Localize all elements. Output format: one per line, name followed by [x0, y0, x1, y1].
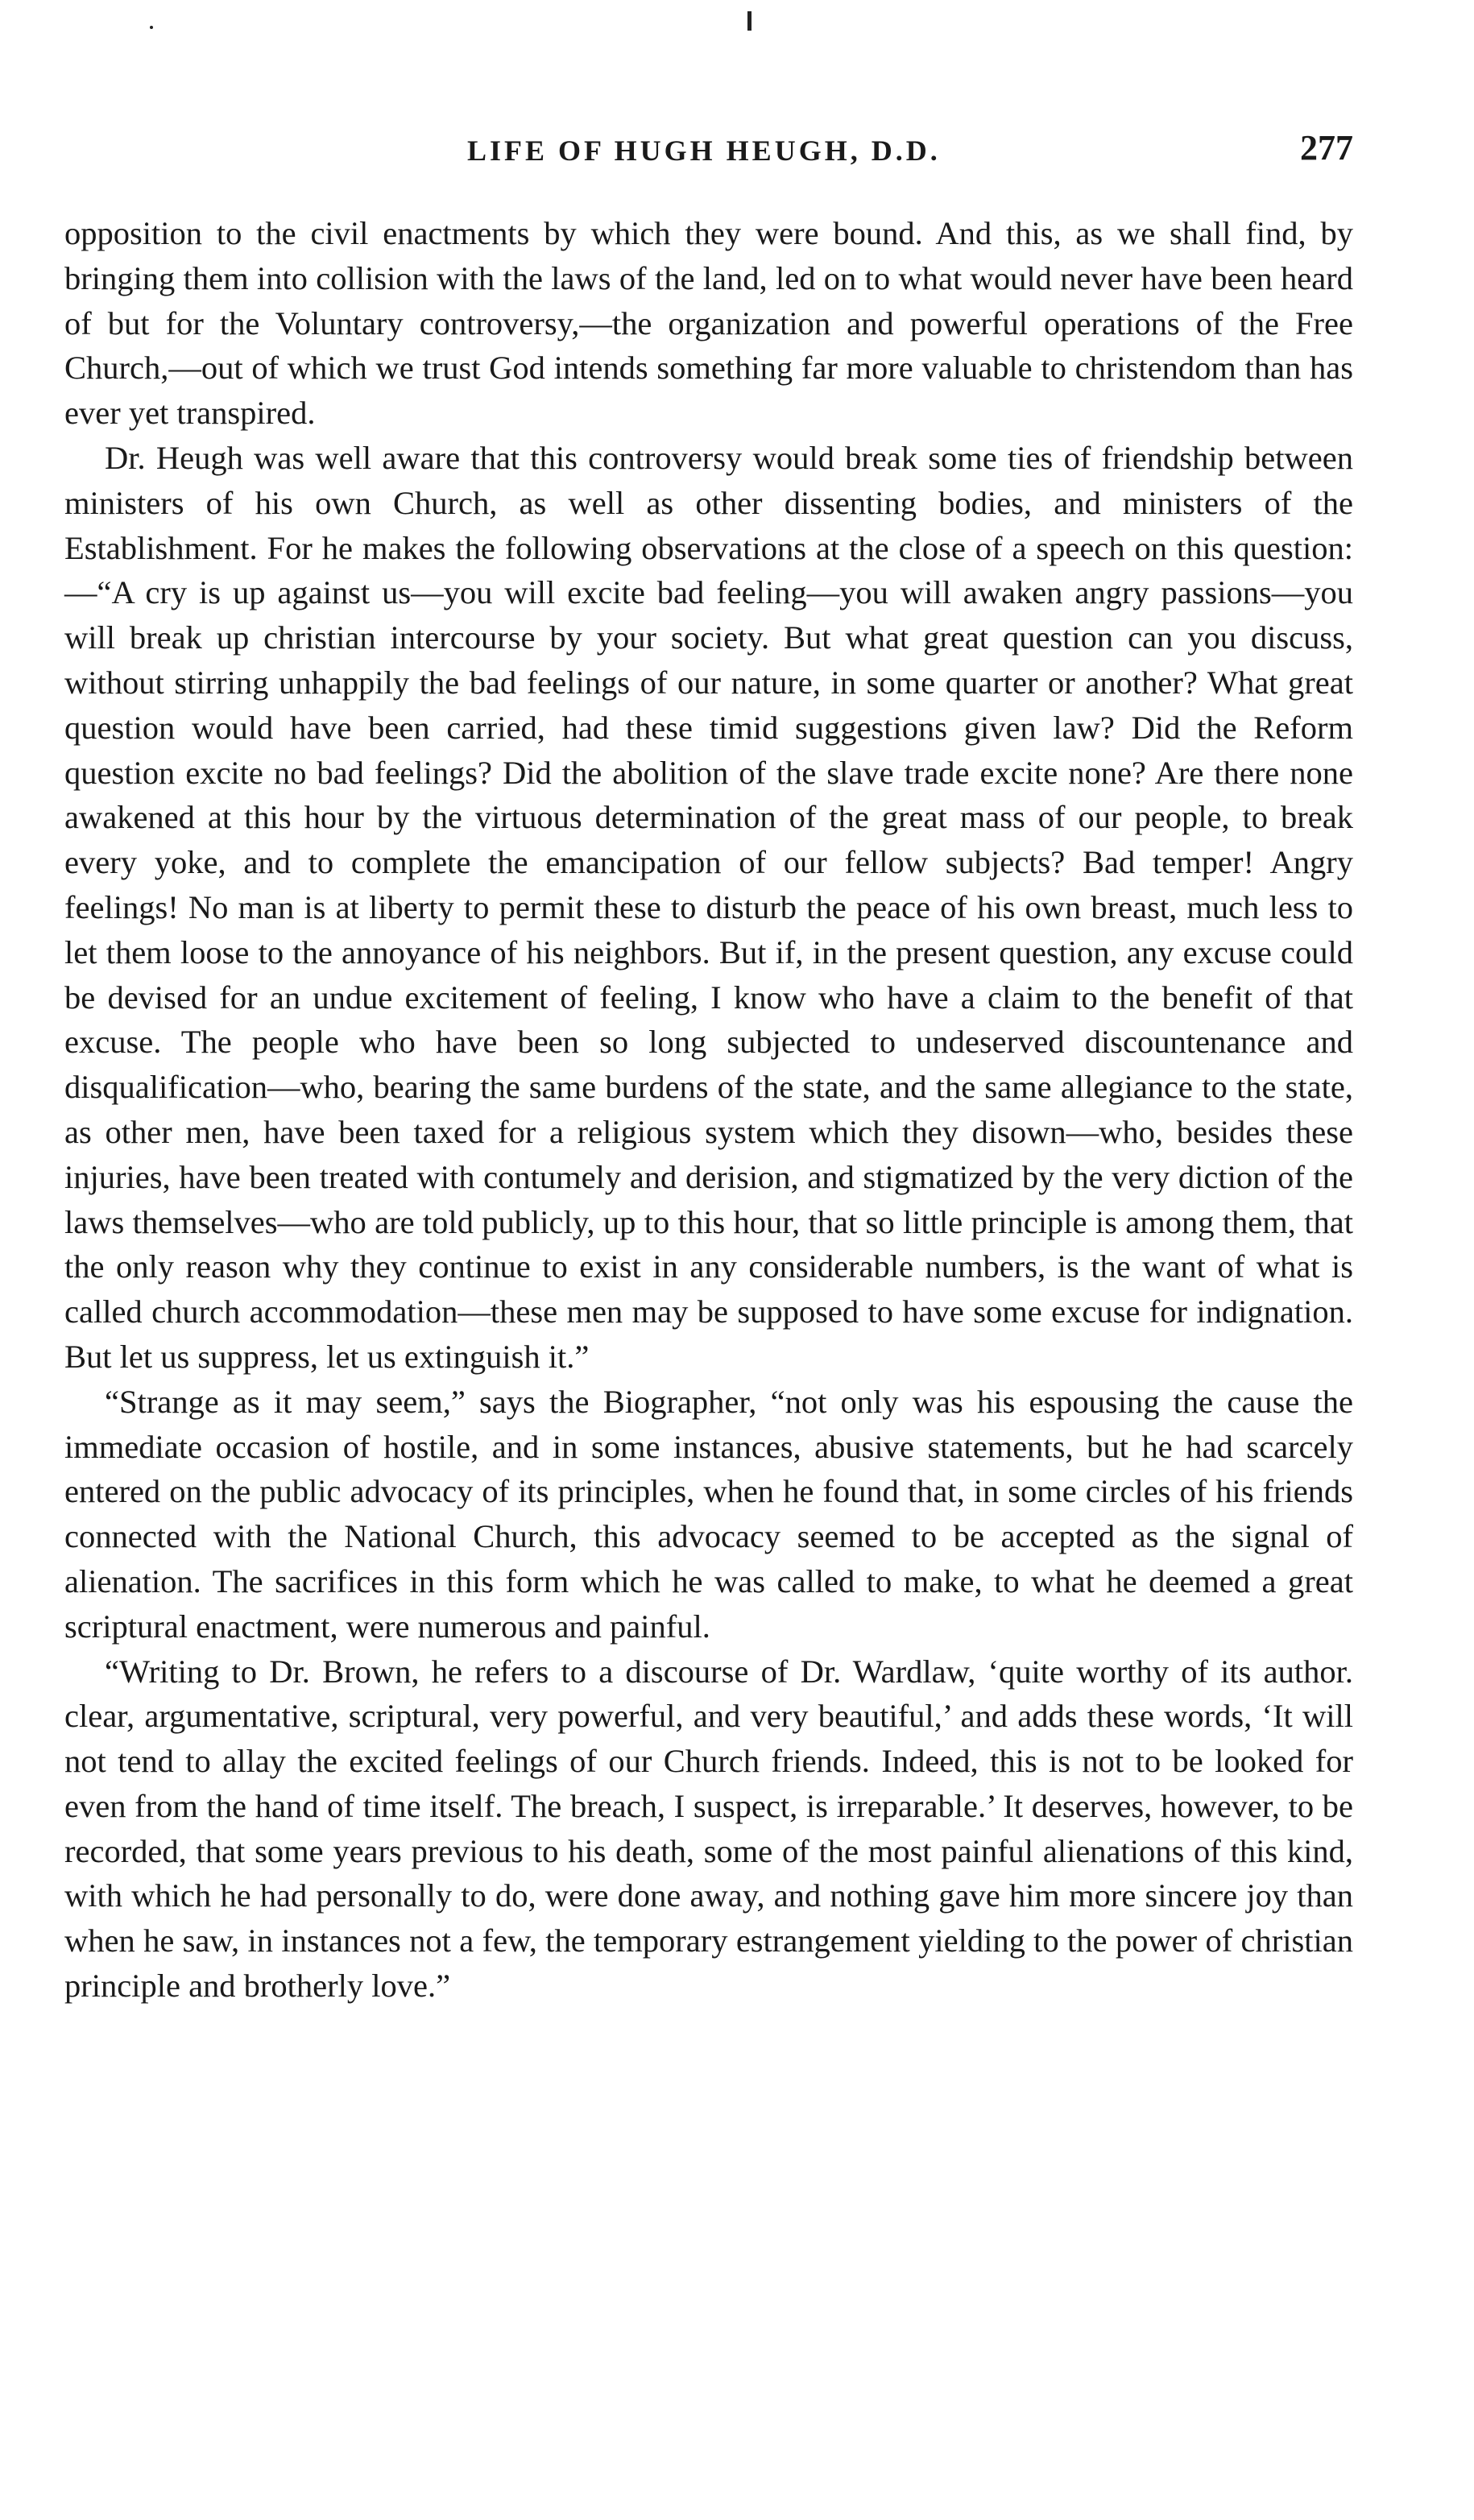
- body-text: [64, 211, 1353, 2009]
- print-speck: [747, 11, 751, 31]
- running-header: [64, 127, 1353, 176]
- paragraph-letter: “Writing to Dr. Brown, he refers to a discourse of Dr. Wardlaw, ‘quite worthy of its author. clear, argumentative, scriptural, very powerful, and very beautiful,’ and adds these words, ‘It will not tend to allay the excited feelings of our Church friends. Indeed, this is not to be looked for even from the hand of time itself. The breach, I suspect, is irreparable.’ It deserves, however, to be recorded, that some years previous to his death, some of the most painful alienations of this kind, with which he had personally to do, were done away, and nothing gave him more sincere joy than when he saw, in instances not a few, the temporary estrangement yielding to the power of christian principle and brotherly love.”: [64, 1653, 1353, 2005]
- page-number: 277: [1300, 128, 1353, 168]
- paragraph-speech: Dr. Heugh was well aware that this controversy would break some ties of friendship between ministers of his own Church, as well as other dissenting bodies, and ministers of the Establishment. For he makes the following observations at the close of a speech on this question:—“A cry is up against us—you will excite bad feeling—you will awaken angry passions—you will break up christian intercourse by your society. But what great question can you discuss, without stirring unhappily the bad feelings of our nature, in some quarter or another? What great question would have been carried, had these timid suggestions given law? Did the Reform question excite no bad feelings? Did the abolition of the slave trade excite none? Are there none awakened at this hour by the virtuous determination of the great mass of our people, to break every yoke, and to complete the emancipation of our fellow subjects? Bad temper! Angry feelings! No man is at liberty to permit these to disturb the peace of his own breast, much less to let them loose to the annoyance of his neighbors. But if, in the present question, any excuse could be devised for an undue excitement of feeling, I know who have a claim to the benefit of that excuse. The people who have been so long subjected to undeserved discountenance and disqualification—who, bearing the same burdens of the state, and the same allegiance to the state, as other men, have been taxed for a religious system which they disown—who, besides these injuries, have been treated with contumely and derision, and stigmatized by the very diction of the laws themselves—who are told publicly, up to this hour, that so little principle is among them, that the only reason why they continue to exist in any considerable numbers, is the want of what is called church accommodation—these men may be supposed to have some excuse for indignation. But let us suppress, let us extinguish it.”: [64, 439, 1353, 1375]
- print-speck: [150, 26, 153, 29]
- paragraph-biographer: “Strange as it may seem,” says the Biographer, “not only was his espousing the cause the immediate occasion of hostile, and in some instances, abusive statements, but he had scarcely entered on the public advocacy of its principles, when he found that, in some circles of his friends connected with the National Church, this advocacy seemed to be accepted as the signal of alienation. The sacrifices in this form which he was called to make, to what he deemed a great scriptural enactment, were numerous and painful.: [64, 1383, 1353, 1645]
- running-title: LIFE OF HUGH HEUGH, D.D.: [467, 134, 941, 167]
- paragraph-continuation: opposition to the civil enactments by which they were bound. And this, as we shall find, by bringing them into collision with the laws of the land, led on to what would never have been heard of but for the Voluntary controversy,—the organization and powerful operations of the Free Church,—out of which we trust God intends something far more valuable to christendom than has ever yet transpired.: [64, 215, 1353, 432]
